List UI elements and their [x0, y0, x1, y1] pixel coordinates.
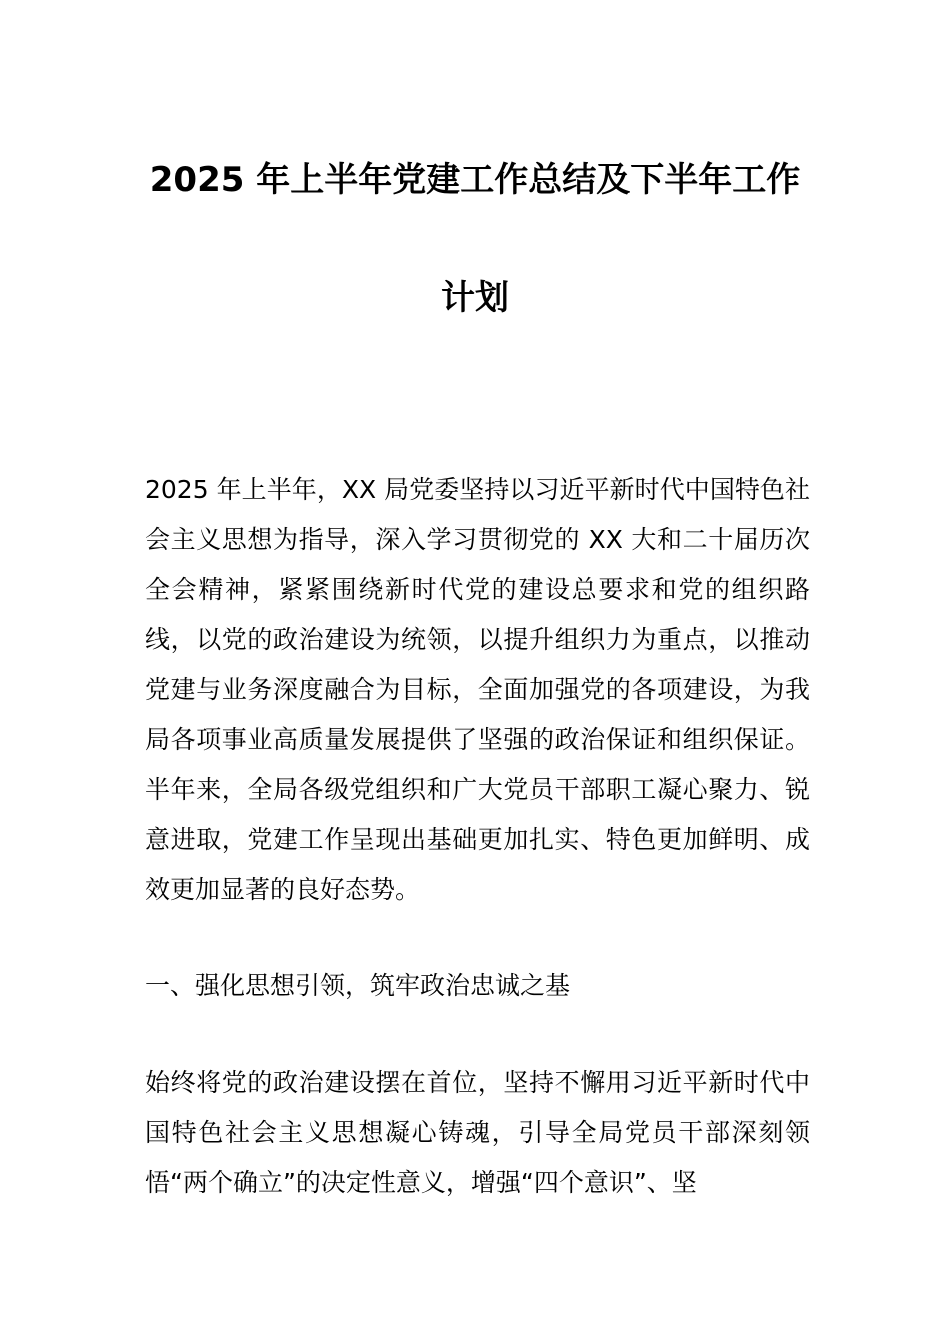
intro-paragraph: 2025 年上半年，XX 局党委坚持以习近平新时代中国特色社会主义思想为指导，深入学习贯彻党的 XX 大和二十届历次全会精神，紧紧围绕新时代党的建设总要求和党的组织路线，以党的政治建设为统领，以提升组织力为重点，以推动党建与业务深度融合为目标，全面加强党的各项建设，为我局各项事业高质量发展提供了坚强的政治保证和组织保证。半年来，全局各级党组织和广大党员干部职工凝心聚力、锐意进取，党建工作呈现出基础更加扎实、特色更加鲜明、成效更加显著的良好态势。 [145, 475, 810, 904]
document-title-line2: 计划 [441, 278, 509, 318]
document-title-line1: 2025 年上半年党建工作总结及下半年工作 [149, 160, 801, 200]
section-heading: 一、强化思想引领，筑牢政治忠诚之基 [145, 971, 571, 1000]
section-paragraph: 始终将党的政治建设摆在首位，坚持不懈用习近平新时代中国特色社会主义思想凝心铸魂，引导全局党员干部深刻领悟“两个确立”的决定性意义，增强“四个意识”、坚 [145, 1068, 810, 1197]
